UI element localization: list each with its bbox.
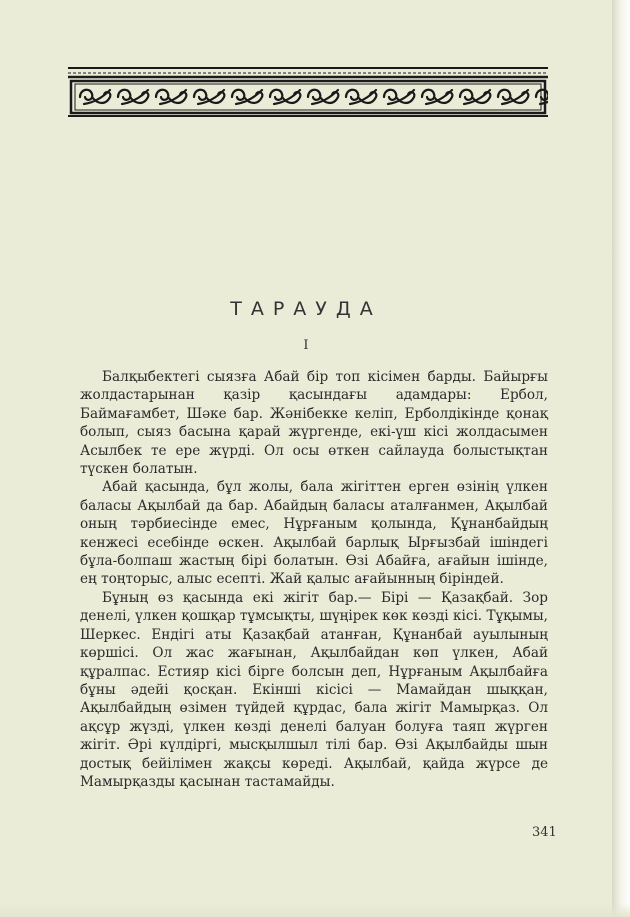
scroll-motif — [346, 90, 376, 104]
page-number: 341 — [532, 825, 557, 840]
scroll-motif — [422, 90, 452, 104]
scroll-motif — [156, 90, 186, 104]
scroll-motif — [384, 90, 414, 104]
page-edge — [612, 0, 630, 917]
scroll-motif — [498, 90, 528, 104]
scroll-motif — [308, 90, 338, 104]
scroll-motif — [232, 90, 262, 104]
body-text — [80, 368, 548, 791]
paragraph-2: Абай қасында, бұл жолы, бала жігіттен ерген өзінің үлкен баласы Ақылбай да бар. Абайдың баласы аталғанмен, Ақылбай оның тәрбиесінде емес, Нұрғаным қолында, Құнанбайдың кенжесі есебінде өскен. Ақылбай барлық Ырғызбай ішіндегі бұла-болпаш жастың бірі болатын. Өзі Абайға, ағайын ішінде, ең тоңторыс, алыс есепті. Жай қалыс ағайынның біріндей. — [80, 479, 548, 588]
paragraph-1: Балқыбектегі сыязға Абай бір топ кісімен барды. Байырғы жолдастарынан қазір қасындағы адамдары: Ербол, Баймағамбет, Шәке бар. Жәнібекке келіп, Ерболдікінде қонақ болып, сыяз басына қарай жүргенде, екі-үш кісі жолдасымен Асылбек те ере жүрді. Ол осы өткен сайлауда болыстықтан түскен болатын. — [80, 369, 548, 478]
scroll-motif — [118, 90, 148, 104]
chapter-title: ТАРАУДА — [230, 298, 382, 320]
scroll-motif — [460, 90, 490, 104]
section-number: I — [303, 338, 309, 353]
paragraph-3: Бұның өз қасында екі жігіт бар.— Бірі — Қазақбай. Зор денелі, үлкен қошқар тұмсықты, шүңірек көк көзді кісі. Тұқымы, Шеркес. Ендігі аты Қазақбай атанған, Құнанбай ауылының көршісі. Ол жас жағынан, Ақылбайдан көп үлкен, Абай құралпас. Естияр кісі бірге болсын деп, Нұрғаным Ақылбайға бұны әдейі қосқан. Екінші кісісі — Мамайдан шыққан, Ақылбайдың өзімен түйдей құрдас, бала жігіт Мамырқаз. Ол ақсұр жүзді, үлкен көзді денелі балуан болуға таяп жүрген жігіт. Әрі күлдіргі, мысқылшыл тілі бар. Өзі Ақылбайды шын достық бейілімен жақсы көреді. Ақылбай, қайда жүрсе де Мамырқазды қасынан тастамайды. — [80, 589, 548, 790]
ornament-border-icon — [68, 66, 548, 118]
scroll-motif — [194, 90, 224, 104]
page-bottom-shadow — [0, 903, 630, 917]
scroll-motif — [80, 90, 110, 104]
scroll-motif — [270, 90, 300, 104]
